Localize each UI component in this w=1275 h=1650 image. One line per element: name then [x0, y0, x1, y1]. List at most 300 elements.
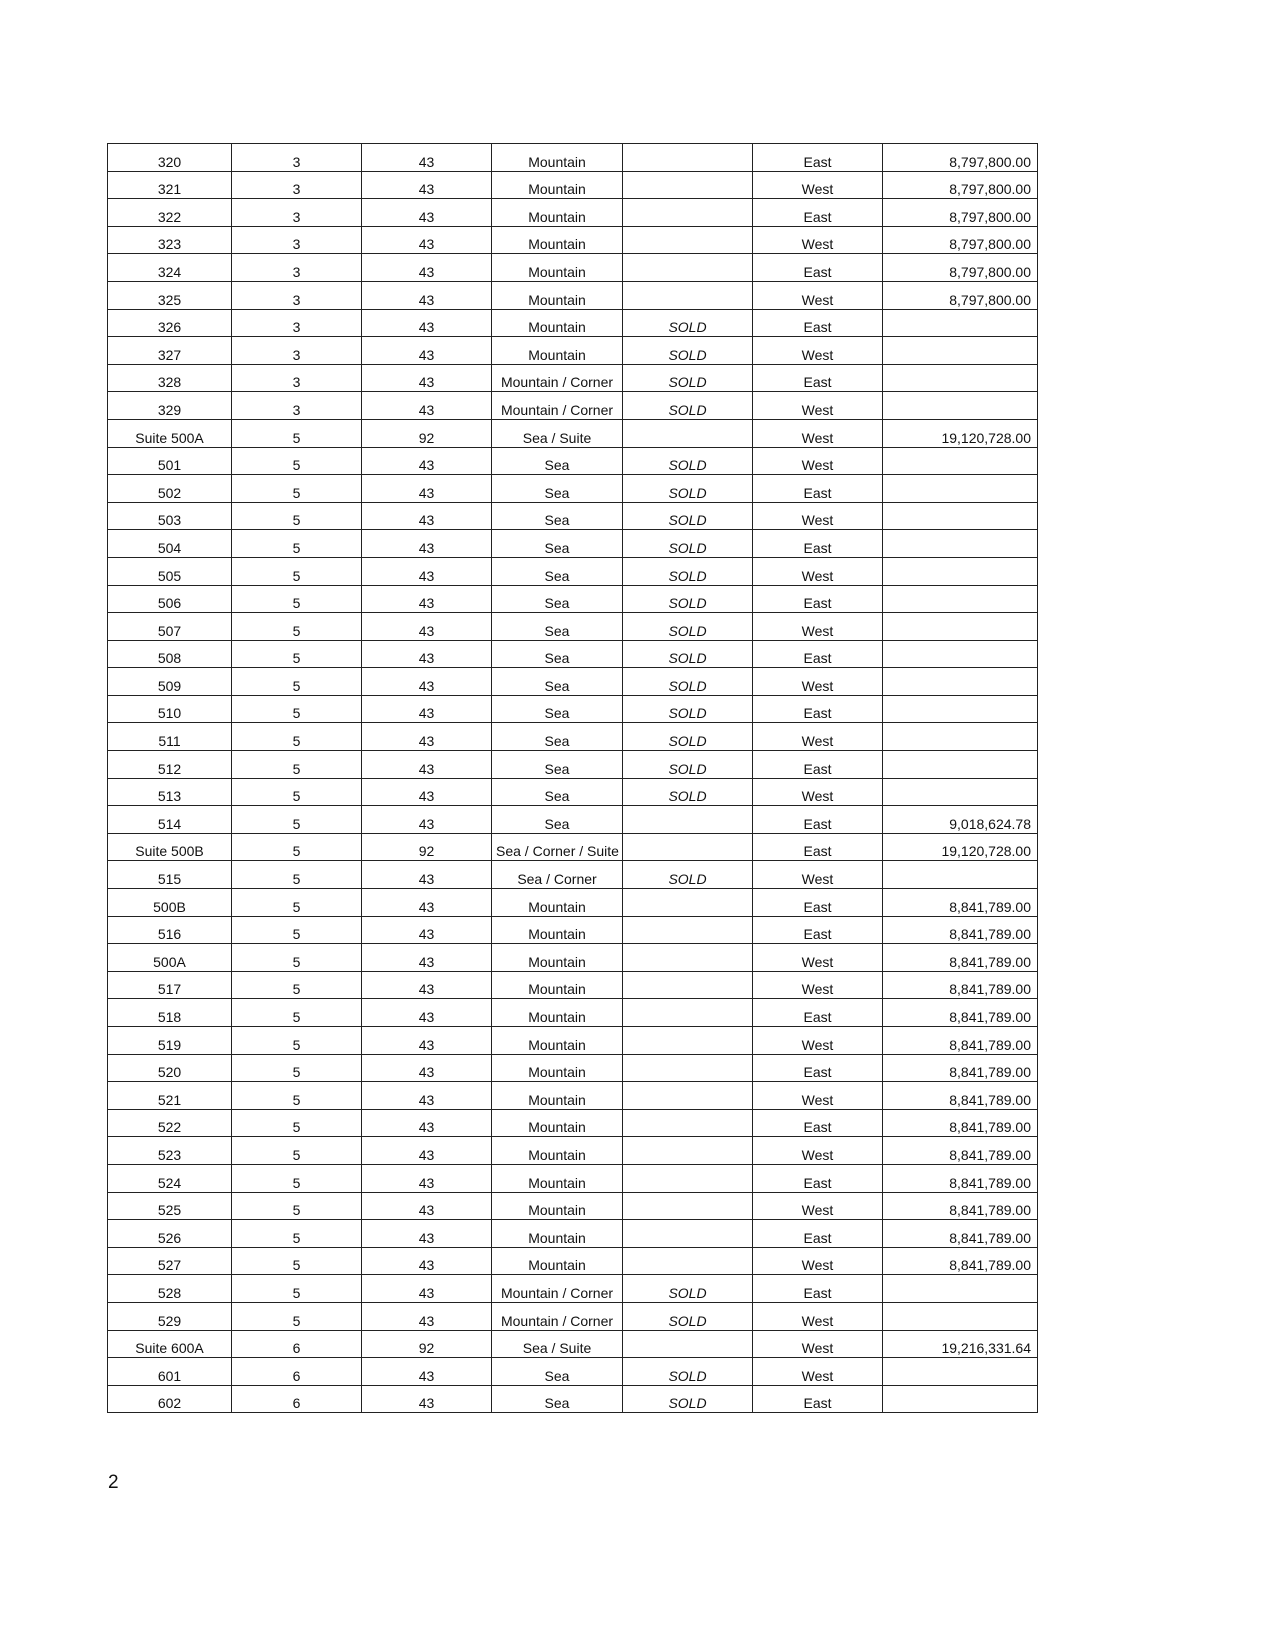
side-cell: West: [753, 1192, 883, 1220]
table-row: [108, 695, 1038, 723]
floor-cell: 3: [232, 364, 362, 392]
size-cell: 43: [362, 1275, 492, 1303]
price-cell: 8,841,789.00: [883, 916, 1038, 944]
price-cell: [883, 502, 1038, 530]
view-cell: Sea / Corner / Suite: [492, 833, 623, 861]
unit-cell: 520: [108, 1054, 232, 1082]
price-cell: 8,797,800.00: [883, 144, 1038, 172]
view-cell: Mountain: [492, 337, 623, 365]
floor-cell: 5: [232, 1247, 362, 1275]
price-cell: [883, 861, 1038, 889]
unit-cell: 507: [108, 613, 232, 641]
status-cell: SOLD: [623, 502, 753, 530]
table-row: [108, 309, 1038, 337]
view-cell: Mountain: [492, 971, 623, 999]
floor-cell: 5: [232, 944, 362, 972]
side-cell: West: [753, 1302, 883, 1330]
view-cell: Mountain: [492, 144, 623, 172]
size-cell: 92: [362, 833, 492, 861]
view-cell: Mountain: [492, 916, 623, 944]
side-cell: West: [753, 613, 883, 641]
view-cell: Sea: [492, 475, 623, 503]
floor-cell: 5: [232, 1109, 362, 1137]
unit-cell: 509: [108, 668, 232, 696]
floor-cell: 5: [232, 447, 362, 475]
view-cell: Mountain: [492, 171, 623, 199]
floor-cell: 5: [232, 723, 362, 751]
floor-cell: 5: [232, 695, 362, 723]
table-body: [108, 144, 1038, 1413]
price-cell: 8,841,789.00: [883, 1027, 1038, 1055]
status-cell: [623, 889, 753, 917]
price-cell: [883, 613, 1038, 641]
floor-cell: 5: [232, 585, 362, 613]
side-cell: West: [753, 1137, 883, 1165]
size-cell: 43: [362, 1109, 492, 1137]
floor-cell: 3: [232, 281, 362, 309]
side-cell: West: [753, 447, 883, 475]
view-cell: Sea: [492, 751, 623, 779]
side-cell: East: [753, 833, 883, 861]
side-cell: West: [753, 1082, 883, 1110]
table-row: [108, 1164, 1038, 1192]
size-cell: 43: [362, 281, 492, 309]
size-cell: 43: [362, 502, 492, 530]
table-row: [108, 1027, 1038, 1055]
status-cell: [623, 916, 753, 944]
floor-cell: 5: [232, 916, 362, 944]
side-cell: East: [753, 695, 883, 723]
side-cell: West: [753, 226, 883, 254]
side-cell: East: [753, 889, 883, 917]
floor-cell: 5: [232, 1164, 362, 1192]
side-cell: East: [753, 254, 883, 282]
floor-cell: 5: [232, 1302, 362, 1330]
unit-cell: 601: [108, 1358, 232, 1386]
status-cell: [623, 944, 753, 972]
table-row: [108, 1109, 1038, 1137]
status-cell: SOLD: [623, 447, 753, 475]
status-cell: [623, 171, 753, 199]
table-row: [108, 1275, 1038, 1303]
status-cell: SOLD: [623, 668, 753, 696]
view-cell: Mountain: [492, 1164, 623, 1192]
size-cell: 43: [362, 889, 492, 917]
size-cell: 43: [362, 364, 492, 392]
status-cell: SOLD: [623, 778, 753, 806]
view-cell: Mountain: [492, 1082, 623, 1110]
status-cell: [623, 806, 753, 834]
unit-cell: Suite 500A: [108, 419, 232, 447]
table-row: [108, 226, 1038, 254]
status-cell: SOLD: [623, 530, 753, 558]
floor-cell: 5: [232, 419, 362, 447]
price-cell: 8,841,789.00: [883, 1054, 1038, 1082]
unit-cell: 524: [108, 1164, 232, 1192]
size-cell: 43: [362, 585, 492, 613]
side-cell: East: [753, 999, 883, 1027]
price-cell: 8,841,789.00: [883, 1164, 1038, 1192]
status-cell: [623, 999, 753, 1027]
floor-cell: 3: [232, 392, 362, 420]
unit-cell: 326: [108, 309, 232, 337]
side-cell: West: [753, 419, 883, 447]
price-cell: 19,120,728.00: [883, 833, 1038, 861]
price-cell: [883, 364, 1038, 392]
floor-cell: 5: [232, 971, 362, 999]
status-cell: [623, 419, 753, 447]
table-row: [108, 337, 1038, 365]
floor-cell: 3: [232, 254, 362, 282]
side-cell: East: [753, 144, 883, 172]
view-cell: Mountain: [492, 254, 623, 282]
status-cell: [623, 1164, 753, 1192]
unit-cell: Suite 500B: [108, 833, 232, 861]
price-cell: 8,841,789.00: [883, 944, 1038, 972]
unit-cell: 504: [108, 530, 232, 558]
size-cell: 43: [362, 1358, 492, 1386]
price-cell: [883, 1275, 1038, 1303]
status-cell: SOLD: [623, 364, 753, 392]
view-cell: Mountain: [492, 226, 623, 254]
view-cell: Mountain: [492, 281, 623, 309]
side-cell: East: [753, 585, 883, 613]
price-cell: [883, 1358, 1038, 1386]
view-cell: Sea: [492, 695, 623, 723]
status-cell: SOLD: [623, 337, 753, 365]
unit-cell: 502: [108, 475, 232, 503]
size-cell: 43: [362, 751, 492, 779]
size-cell: 43: [362, 613, 492, 641]
size-cell: 43: [362, 392, 492, 420]
view-cell: Sea: [492, 502, 623, 530]
floor-cell: 5: [232, 1082, 362, 1110]
size-cell: 43: [362, 1082, 492, 1110]
floor-cell: 5: [232, 1137, 362, 1165]
unit-cell: 526: [108, 1220, 232, 1248]
view-cell: Sea / Suite: [492, 1330, 623, 1358]
side-cell: West: [753, 1247, 883, 1275]
price-cell: [883, 695, 1038, 723]
floor-cell: 5: [232, 806, 362, 834]
unit-cell: 523: [108, 1137, 232, 1165]
status-cell: SOLD: [623, 1385, 753, 1413]
price-cell: 8,841,789.00: [883, 1247, 1038, 1275]
table-row: [108, 889, 1038, 917]
table-row: [108, 861, 1038, 889]
status-cell: [623, 226, 753, 254]
table-row: [108, 1358, 1038, 1386]
size-cell: 43: [362, 1192, 492, 1220]
side-cell: West: [753, 971, 883, 999]
floor-cell: 3: [232, 337, 362, 365]
status-cell: SOLD: [623, 640, 753, 668]
side-cell: East: [753, 1054, 883, 1082]
unit-cell: 602: [108, 1385, 232, 1413]
size-cell: 43: [362, 1302, 492, 1330]
price-cell: [883, 309, 1038, 337]
price-cell: 8,797,800.00: [883, 199, 1038, 227]
side-cell: East: [753, 1164, 883, 1192]
unit-cell: 527: [108, 1247, 232, 1275]
size-cell: 43: [362, 447, 492, 475]
price-cell: [883, 640, 1038, 668]
price-cell: 8,841,789.00: [883, 1109, 1038, 1137]
price-cell: 8,797,800.00: [883, 281, 1038, 309]
floor-cell: 3: [232, 144, 362, 172]
view-cell: Sea / Corner: [492, 861, 623, 889]
status-cell: SOLD: [623, 309, 753, 337]
view-cell: Mountain: [492, 1192, 623, 1220]
floor-cell: 5: [232, 1192, 362, 1220]
price-cell: 9,018,624.78: [883, 806, 1038, 834]
view-cell: Mountain: [492, 1027, 623, 1055]
table-row: [108, 447, 1038, 475]
size-cell: 43: [362, 337, 492, 365]
status-cell: [623, 1220, 753, 1248]
table-row: [108, 1082, 1038, 1110]
table-row: [108, 502, 1038, 530]
size-cell: 43: [362, 199, 492, 227]
side-cell: East: [753, 640, 883, 668]
status-cell: SOLD: [623, 475, 753, 503]
unit-cell: 512: [108, 751, 232, 779]
size-cell: 92: [362, 419, 492, 447]
price-cell: 8,797,800.00: [883, 171, 1038, 199]
floor-cell: 5: [232, 889, 362, 917]
price-cell: 8,797,800.00: [883, 254, 1038, 282]
unit-cell: 514: [108, 806, 232, 834]
view-cell: Mountain: [492, 1137, 623, 1165]
status-cell: [623, 1330, 753, 1358]
table-row: [108, 364, 1038, 392]
status-cell: SOLD: [623, 613, 753, 641]
status-cell: SOLD: [623, 861, 753, 889]
price-cell: [883, 585, 1038, 613]
price-cell: [883, 557, 1038, 585]
floor-cell: 6: [232, 1330, 362, 1358]
status-cell: SOLD: [623, 585, 753, 613]
floor-cell: 3: [232, 309, 362, 337]
price-cell: [883, 530, 1038, 558]
size-cell: 43: [362, 226, 492, 254]
view-cell: Sea: [492, 1358, 623, 1386]
view-cell: Mountain: [492, 1220, 623, 1248]
size-cell: 43: [362, 530, 492, 558]
side-cell: East: [753, 806, 883, 834]
view-cell: Sea: [492, 447, 623, 475]
size-cell: 43: [362, 778, 492, 806]
table-row: [108, 475, 1038, 503]
size-cell: 43: [362, 640, 492, 668]
unit-cell: 501: [108, 447, 232, 475]
page-number: 2: [108, 1472, 119, 1493]
status-cell: [623, 1137, 753, 1165]
unit-cell: 516: [108, 916, 232, 944]
unit-cell: 320: [108, 144, 232, 172]
price-cell: [883, 447, 1038, 475]
price-cell: [883, 778, 1038, 806]
side-cell: West: [753, 1027, 883, 1055]
view-cell: Mountain: [492, 944, 623, 972]
view-cell: Mountain: [492, 1054, 623, 1082]
side-cell: East: [753, 475, 883, 503]
unit-cell: 329: [108, 392, 232, 420]
size-cell: 43: [362, 144, 492, 172]
status-cell: SOLD: [623, 695, 753, 723]
side-cell: West: [753, 778, 883, 806]
size-cell: 92: [362, 1330, 492, 1358]
table-row: [108, 199, 1038, 227]
table-row: [108, 640, 1038, 668]
view-cell: Mountain / Corner: [492, 1275, 623, 1303]
side-cell: West: [753, 723, 883, 751]
view-cell: Sea: [492, 1385, 623, 1413]
status-cell: [623, 1054, 753, 1082]
floor-cell: 5: [232, 861, 362, 889]
unit-cell: 500A: [108, 944, 232, 972]
unit-price-table: [107, 143, 1038, 1413]
side-cell: East: [753, 1275, 883, 1303]
table-row: [108, 751, 1038, 779]
status-cell: SOLD: [623, 1302, 753, 1330]
table-row: [108, 1137, 1038, 1165]
view-cell: Mountain / Corner: [492, 392, 623, 420]
table-row: [108, 144, 1038, 172]
status-cell: [623, 199, 753, 227]
view-cell: Sea: [492, 668, 623, 696]
floor-cell: 5: [232, 640, 362, 668]
table-row: [108, 778, 1038, 806]
status-cell: [623, 971, 753, 999]
unit-cell: 506: [108, 585, 232, 613]
size-cell: 43: [362, 944, 492, 972]
size-cell: 43: [362, 475, 492, 503]
price-cell: 8,841,789.00: [883, 1192, 1038, 1220]
price-cell: [883, 337, 1038, 365]
size-cell: 43: [362, 1054, 492, 1082]
side-cell: West: [753, 1330, 883, 1358]
view-cell: Mountain / Corner: [492, 364, 623, 392]
size-cell: 43: [362, 1164, 492, 1192]
status-cell: [623, 1247, 753, 1275]
side-cell: East: [753, 916, 883, 944]
price-cell: 8,841,789.00: [883, 999, 1038, 1027]
unit-cell: 328: [108, 364, 232, 392]
table-row: [108, 806, 1038, 834]
view-cell: Mountain: [492, 199, 623, 227]
unit-cell: 505: [108, 557, 232, 585]
view-cell: Sea: [492, 557, 623, 585]
size-cell: 43: [362, 1247, 492, 1275]
status-cell: SOLD: [623, 1358, 753, 1386]
status-cell: SOLD: [623, 392, 753, 420]
table-row: [108, 171, 1038, 199]
unit-cell: 323: [108, 226, 232, 254]
price-cell: [883, 751, 1038, 779]
size-cell: 43: [362, 723, 492, 751]
side-cell: East: [753, 1109, 883, 1137]
side-cell: East: [753, 364, 883, 392]
side-cell: West: [753, 944, 883, 972]
unit-cell: 510: [108, 695, 232, 723]
unit-cell: 322: [108, 199, 232, 227]
table-row: [108, 999, 1038, 1027]
table-row: [108, 1330, 1038, 1358]
status-cell: SOLD: [623, 723, 753, 751]
unit-cell: 321: [108, 171, 232, 199]
table-row: [108, 1054, 1038, 1082]
table-row: [108, 585, 1038, 613]
table-row: [108, 1302, 1038, 1330]
floor-cell: 5: [232, 613, 362, 641]
table-row: [108, 392, 1038, 420]
view-cell: Mountain: [492, 999, 623, 1027]
table-row: [108, 281, 1038, 309]
unit-cell: 508: [108, 640, 232, 668]
view-cell: Sea: [492, 778, 623, 806]
size-cell: 43: [362, 171, 492, 199]
status-cell: [623, 1109, 753, 1137]
view-cell: Mountain: [492, 309, 623, 337]
view-cell: Sea: [492, 806, 623, 834]
floor-cell: 5: [232, 557, 362, 585]
floor-cell: 5: [232, 475, 362, 503]
view-cell: Sea: [492, 613, 623, 641]
floor-cell: 5: [232, 751, 362, 779]
status-cell: SOLD: [623, 557, 753, 585]
status-cell: [623, 1192, 753, 1220]
price-cell: [883, 723, 1038, 751]
table-row: [108, 1192, 1038, 1220]
floor-cell: 6: [232, 1385, 362, 1413]
status-cell: [623, 1027, 753, 1055]
price-cell: [883, 1302, 1038, 1330]
side-cell: East: [753, 751, 883, 779]
view-cell: Sea: [492, 640, 623, 668]
floor-cell: 5: [232, 1054, 362, 1082]
price-cell: [883, 1385, 1038, 1413]
status-cell: [623, 254, 753, 282]
price-cell: 8,841,789.00: [883, 1220, 1038, 1248]
price-cell: [883, 668, 1038, 696]
floor-cell: 5: [232, 778, 362, 806]
table-row: [108, 1247, 1038, 1275]
side-cell: East: [753, 530, 883, 558]
table-row: [108, 723, 1038, 751]
unit-cell: 521: [108, 1082, 232, 1110]
view-cell: Sea: [492, 723, 623, 751]
side-cell: East: [753, 309, 883, 337]
table-row: [108, 668, 1038, 696]
status-cell: SOLD: [623, 1275, 753, 1303]
unit-cell: 324: [108, 254, 232, 282]
size-cell: 43: [362, 916, 492, 944]
table-row: [108, 613, 1038, 641]
status-cell: [623, 144, 753, 172]
unit-cell: 519: [108, 1027, 232, 1055]
status-cell: [623, 281, 753, 309]
table-row: [108, 833, 1038, 861]
unit-cell: 515: [108, 861, 232, 889]
size-cell: 43: [362, 1385, 492, 1413]
size-cell: 43: [362, 1220, 492, 1248]
floor-cell: 5: [232, 999, 362, 1027]
status-cell: SOLD: [623, 751, 753, 779]
floor-cell: 5: [232, 833, 362, 861]
size-cell: 43: [362, 557, 492, 585]
floor-cell: 5: [232, 502, 362, 530]
